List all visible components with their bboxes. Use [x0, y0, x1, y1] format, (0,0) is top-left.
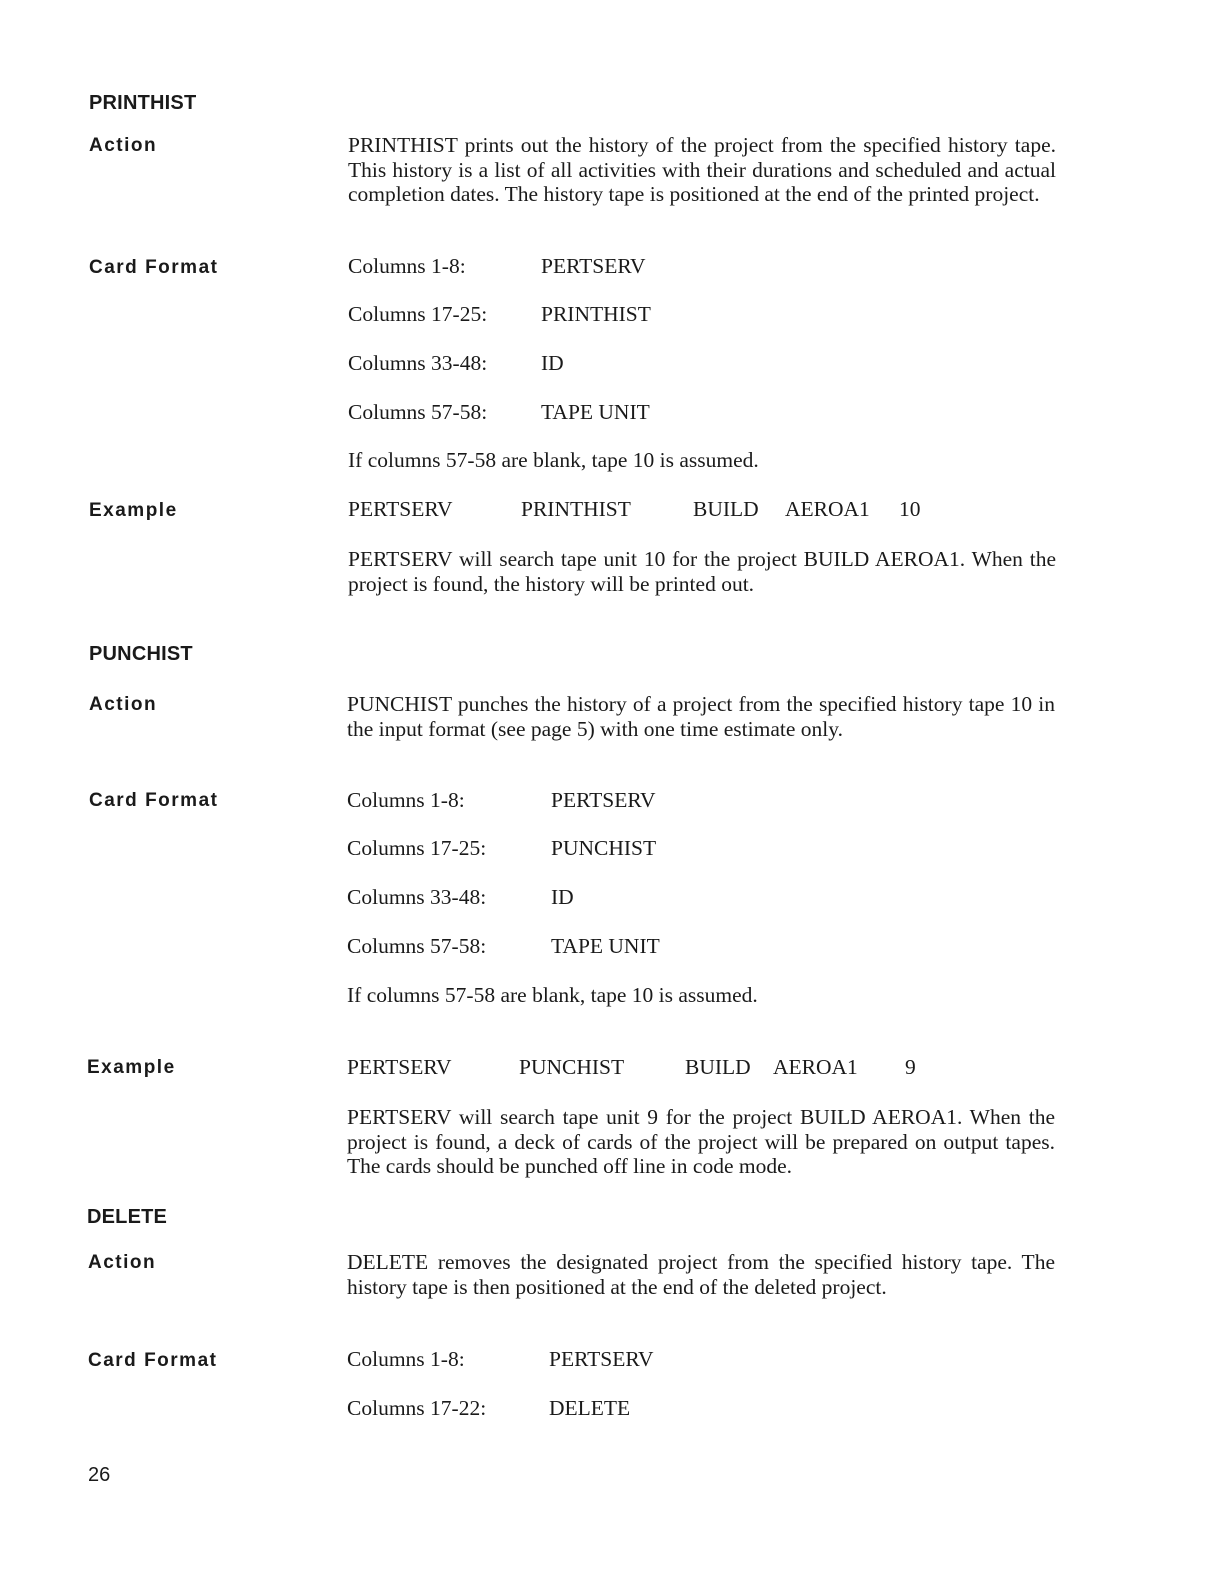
column-value: ID — [541, 351, 564, 375]
column-value: TAPE UNIT — [551, 934, 660, 958]
example-field: 9 — [905, 1055, 916, 1079]
example-field: PRINTHIST — [521, 497, 631, 521]
column-value: PUNCHIST — [551, 836, 657, 860]
example-text: PERTSERV will search tape unit 9 for the project BUILD AEROA1. When the project is found, a deck of cards of the project will be prepared on output tapes. The cards should be punched off line in code mode. — [347, 1105, 1055, 1178]
example-text: PERTSERV will search tape unit 10 for the project BUILD AEROA1. When the project is found, the history will be printed out. — [348, 547, 1056, 596]
column-spec: Columns 17-25: — [347, 836, 487, 860]
section-heading-delete: DELETE — [87, 1206, 168, 1228]
column-value: ID — [551, 885, 574, 909]
column-spec: Columns 1-8: — [347, 788, 465, 812]
example-field: BUILD — [685, 1055, 751, 1079]
column-spec: Columns 1-8: — [347, 1347, 465, 1371]
label-card-format: Card Format — [88, 1350, 218, 1371]
column-value: DELETE — [549, 1396, 631, 1420]
label-action: Action — [88, 1252, 157, 1273]
label-example: Example — [87, 1057, 176, 1078]
section-heading-printhist: PRINTHIST — [89, 92, 197, 114]
column-spec: Columns 57-58: — [347, 934, 487, 958]
column-spec: Columns 33-48: — [347, 885, 487, 909]
column-value: PERTSERV — [549, 1347, 654, 1371]
column-value: PRINTHIST — [541, 302, 651, 326]
action-text: PUNCHIST punches the history of a project from the specified history tape 10 in the input format (see page 5) with one time estimate only. — [347, 692, 1055, 741]
column-spec: Columns 17-22: — [347, 1396, 487, 1420]
action-text: DELETE removes the designated project from the specified history tape. The history tape is then positioned at the end of the deleted project. — [347, 1250, 1055, 1299]
column-spec: Columns 57-58: — [348, 400, 488, 424]
blank-columns-note: If columns 57-58 are blank, tape 10 is assumed. — [347, 983, 758, 1007]
example-field: AEROA1 — [773, 1055, 858, 1079]
label-card-format: Card Format — [89, 790, 219, 811]
example-field: AEROA1 — [785, 497, 870, 521]
example-field: 10 — [899, 497, 921, 521]
page-number: 26 — [88, 1464, 111, 1486]
blank-columns-note: If columns 57-58 are blank, tape 10 is assumed. — [348, 448, 759, 472]
column-value: PERTSERV — [551, 788, 656, 812]
column-spec: Columns 33-48: — [348, 351, 488, 375]
label-card-format: Card Format — [89, 257, 219, 278]
column-value: PERTSERV — [541, 254, 646, 278]
column-spec: Columns 1-8: — [348, 254, 466, 278]
example-field: PERTSERV — [348, 497, 453, 521]
label-action: Action — [89, 135, 158, 156]
label-action: Action — [89, 694, 158, 715]
label-example: Example — [89, 500, 178, 521]
section-heading-punchist: PUNCHIST — [89, 643, 193, 665]
column-spec: Columns 17-25: — [348, 302, 488, 326]
column-value: TAPE UNIT — [541, 400, 650, 424]
example-field: PERTSERV — [347, 1055, 452, 1079]
example-field: PUNCHIST — [519, 1055, 625, 1079]
example-field: BUILD — [693, 497, 759, 521]
action-text: PRINTHIST prints out the history of the project from the specified history tape. This history is a list of all activities with their durations and scheduled and actual completion dates. The history tape is positioned at the end of the printed project. — [348, 133, 1056, 206]
